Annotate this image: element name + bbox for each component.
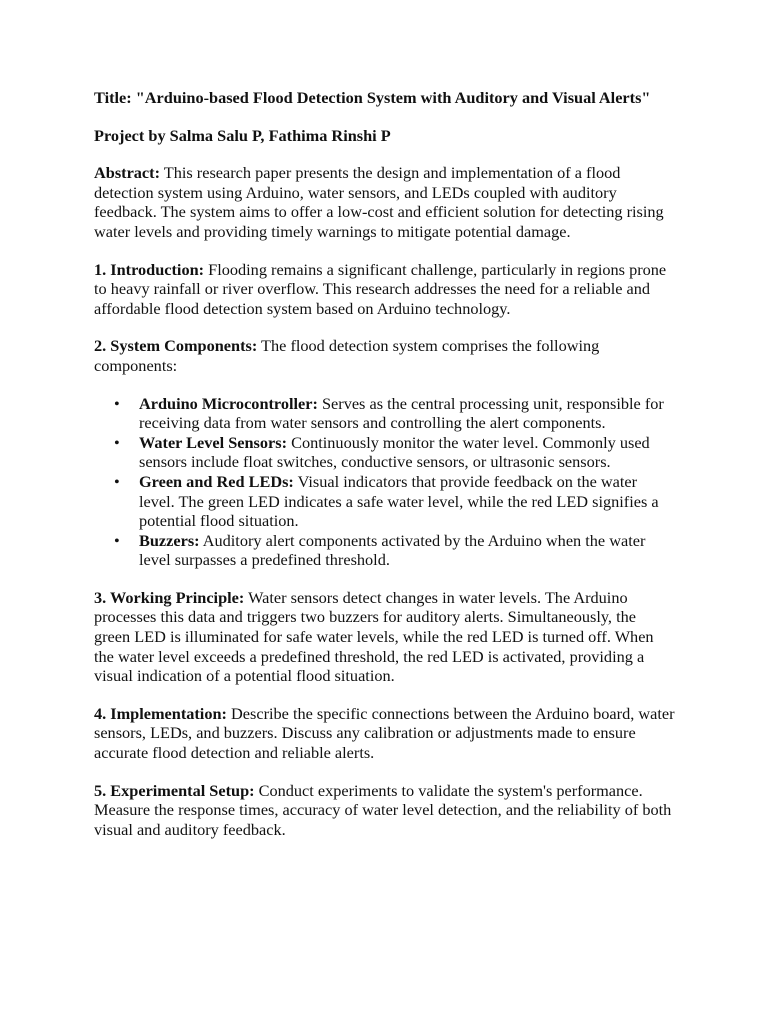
component-term: Arduino Microcontroller: [139, 393, 318, 413]
section-working-principle [94, 588, 676, 686]
abstract-heading: Abstract: [94, 163, 161, 183]
section-implementation [94, 704, 676, 763]
component-text: Visual indicators that provide feedback on the water level. The green LED indicates a safe water level, while the red LED signifies a potential flood situation. [139, 471, 659, 531]
bullet-icon: • [114, 393, 120, 413]
section-heading: 5. Experimental Setup: [94, 780, 255, 800]
section-text: Water sensors detect changes in water levels. The Arduino processes this data and triggers two buzzers for auditory alerts. Simultaneously, the green LED is illuminated for safe water levels, while the red LED is turned off. When the water level exceeds a predefined threshold, the red LED is activated, providing a visual indication of a potential flood situation. [94, 587, 654, 686]
component-text: Auditory alert components activated by the Arduino when the water level surpasses a predefined threshold. [139, 530, 646, 570]
section-text: The flood detection system comprises the following components: [94, 336, 600, 375]
bullet-icon: • [114, 432, 120, 452]
bullet-icon: • [114, 530, 120, 550]
section-heading: 1. Introduction: [94, 259, 205, 279]
section-heading: 3. Working Principle: [94, 587, 245, 607]
abstract-paragraph [94, 163, 676, 241]
section-text: Flooding remains a significant challenge, particularly in regions prone to heavy rainfall or river overflow. This research addresses the need for a reliable and affordable flood detection system based on Arduino technology. [94, 259, 667, 318]
section-system-components [94, 336, 676, 375]
components-list [94, 394, 676, 570]
list-item [94, 531, 676, 570]
document-authors: Project by Salma Salu P, Fathima Rinshi P [94, 125, 391, 145]
component-text: Serves as the central processing unit, responsible for receiving data from water sensors and controlling the alert components. [139, 393, 664, 433]
bullet-icon: • [114, 471, 120, 491]
document-body [94, 88, 676, 857]
list-item [94, 472, 676, 531]
component-text: Continuously monitor the water level. Commonly used sensors include float switches, conductive sensors, or ultrasonic sensors. [139, 432, 650, 472]
list-item [94, 394, 676, 433]
section-introduction [94, 260, 676, 319]
section-text: Conduct experiments to validate the system's performance. Measure the response times, accuracy of water level detection, and the reliability of both visual and auditory feedback. [94, 780, 672, 839]
section-heading: 4. Implementation: [94, 703, 227, 723]
section-text: Describe the specific connections between the Arduino board, water sensors, LEDs, and buzzers. Discuss any calibration or adjustments made to ensure accurate flood detection and reliable alerts. [94, 703, 675, 763]
abstract-text: This research paper presents the design and implementation of a flood detection system using Arduino, water sensors, and LEDs coupled with auditory feedback. The system aims to offer a low-cost and efficient solution for detecting rising water levels and providing timely warnings to mitigate potential damage. [94, 163, 664, 241]
document-title: Title: "Arduino-based Flood Detection System with Auditory and Visual Alerts" [94, 88, 651, 107]
list-item [94, 433, 676, 472]
component-term: Green and Red LEDs: [139, 471, 294, 491]
component-term: Water Level Sensors: [139, 432, 288, 452]
component-term: Buzzers: [139, 530, 200, 550]
section-heading: 2. System Components: [94, 336, 258, 356]
section-experimental-setup [94, 781, 676, 840]
